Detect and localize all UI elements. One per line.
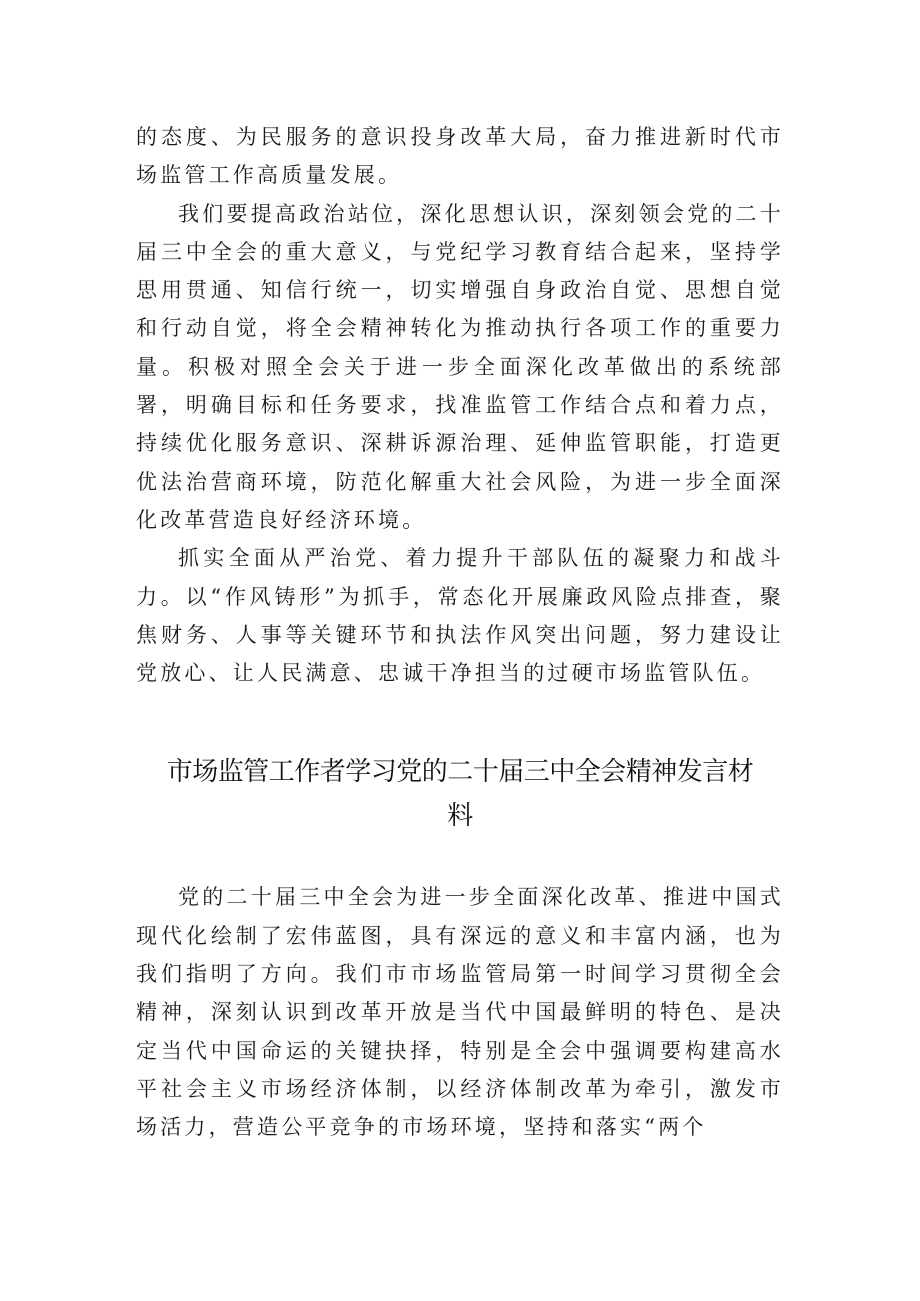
paragraph-plenary-blueprint: 党的二十届三中全会为进一步全面深化改革、推进中国式现代化绘制了宏伟蓝图，具有深远的意义和丰富内涵，也为我们指明了方向。我们市市场监管局第一时间学习贯彻全会精神，深刻认识到改革开放是当代中国最鲜明的特色、是决定当代中国命运的关键抉择，特别是全会中强调要构建高水平社会主义市场经济体制，以经济体制改革为牵引，激发市场活力，营造公平竞争的市场环境，坚持和落实“两个 [136,885,784,1140]
section-title-line-2: 料 [447,801,473,832]
section-title-line-1: 市场监管工作者学习党的二十届三中全会精神发言材 [166,757,754,788]
paragraph-political-stance: 我们要提高政治站位，深化思想认识，深刻领会党的二十届三中全会的重大意义，与党纪学习教育结合起来，坚持学思用贯通、知信行统一，切实增强自身政治自觉、思想自觉和行动自觉，将全会精神转化为推动执行各项工作的重要力量。积极对照全会关于进一步全面深化改革做出的系统部署，明确目标和任务要求，找准监管工作结合点和着力点，持续优化服务意识、深耕诉源治理、延伸监管职能，打造更优法治营商环境，防范化解重大社会风险，为进一步全面深化改革营造良好经济环境。 [136,201,784,532]
paragraph-party-discipline: 抓实全面从严治党、着力提升干部队伍的凝聚力和战斗力。以“作风铸形”为抓手，常态化开展廉政风险点排查，聚焦财务、人事等关键环节和执法作风突出问题，努力建设让党放心、让人民满意、忠诚干净担当的过硬市场监管队伍。 [136,546,784,686]
document-page [136,118,784,1147]
section-title [136,750,784,838]
continued-paragraph: 的态度、为民服务的意识投身改革大局，奋力推进新时代市场监管工作高质量发展。 [136,125,784,188]
